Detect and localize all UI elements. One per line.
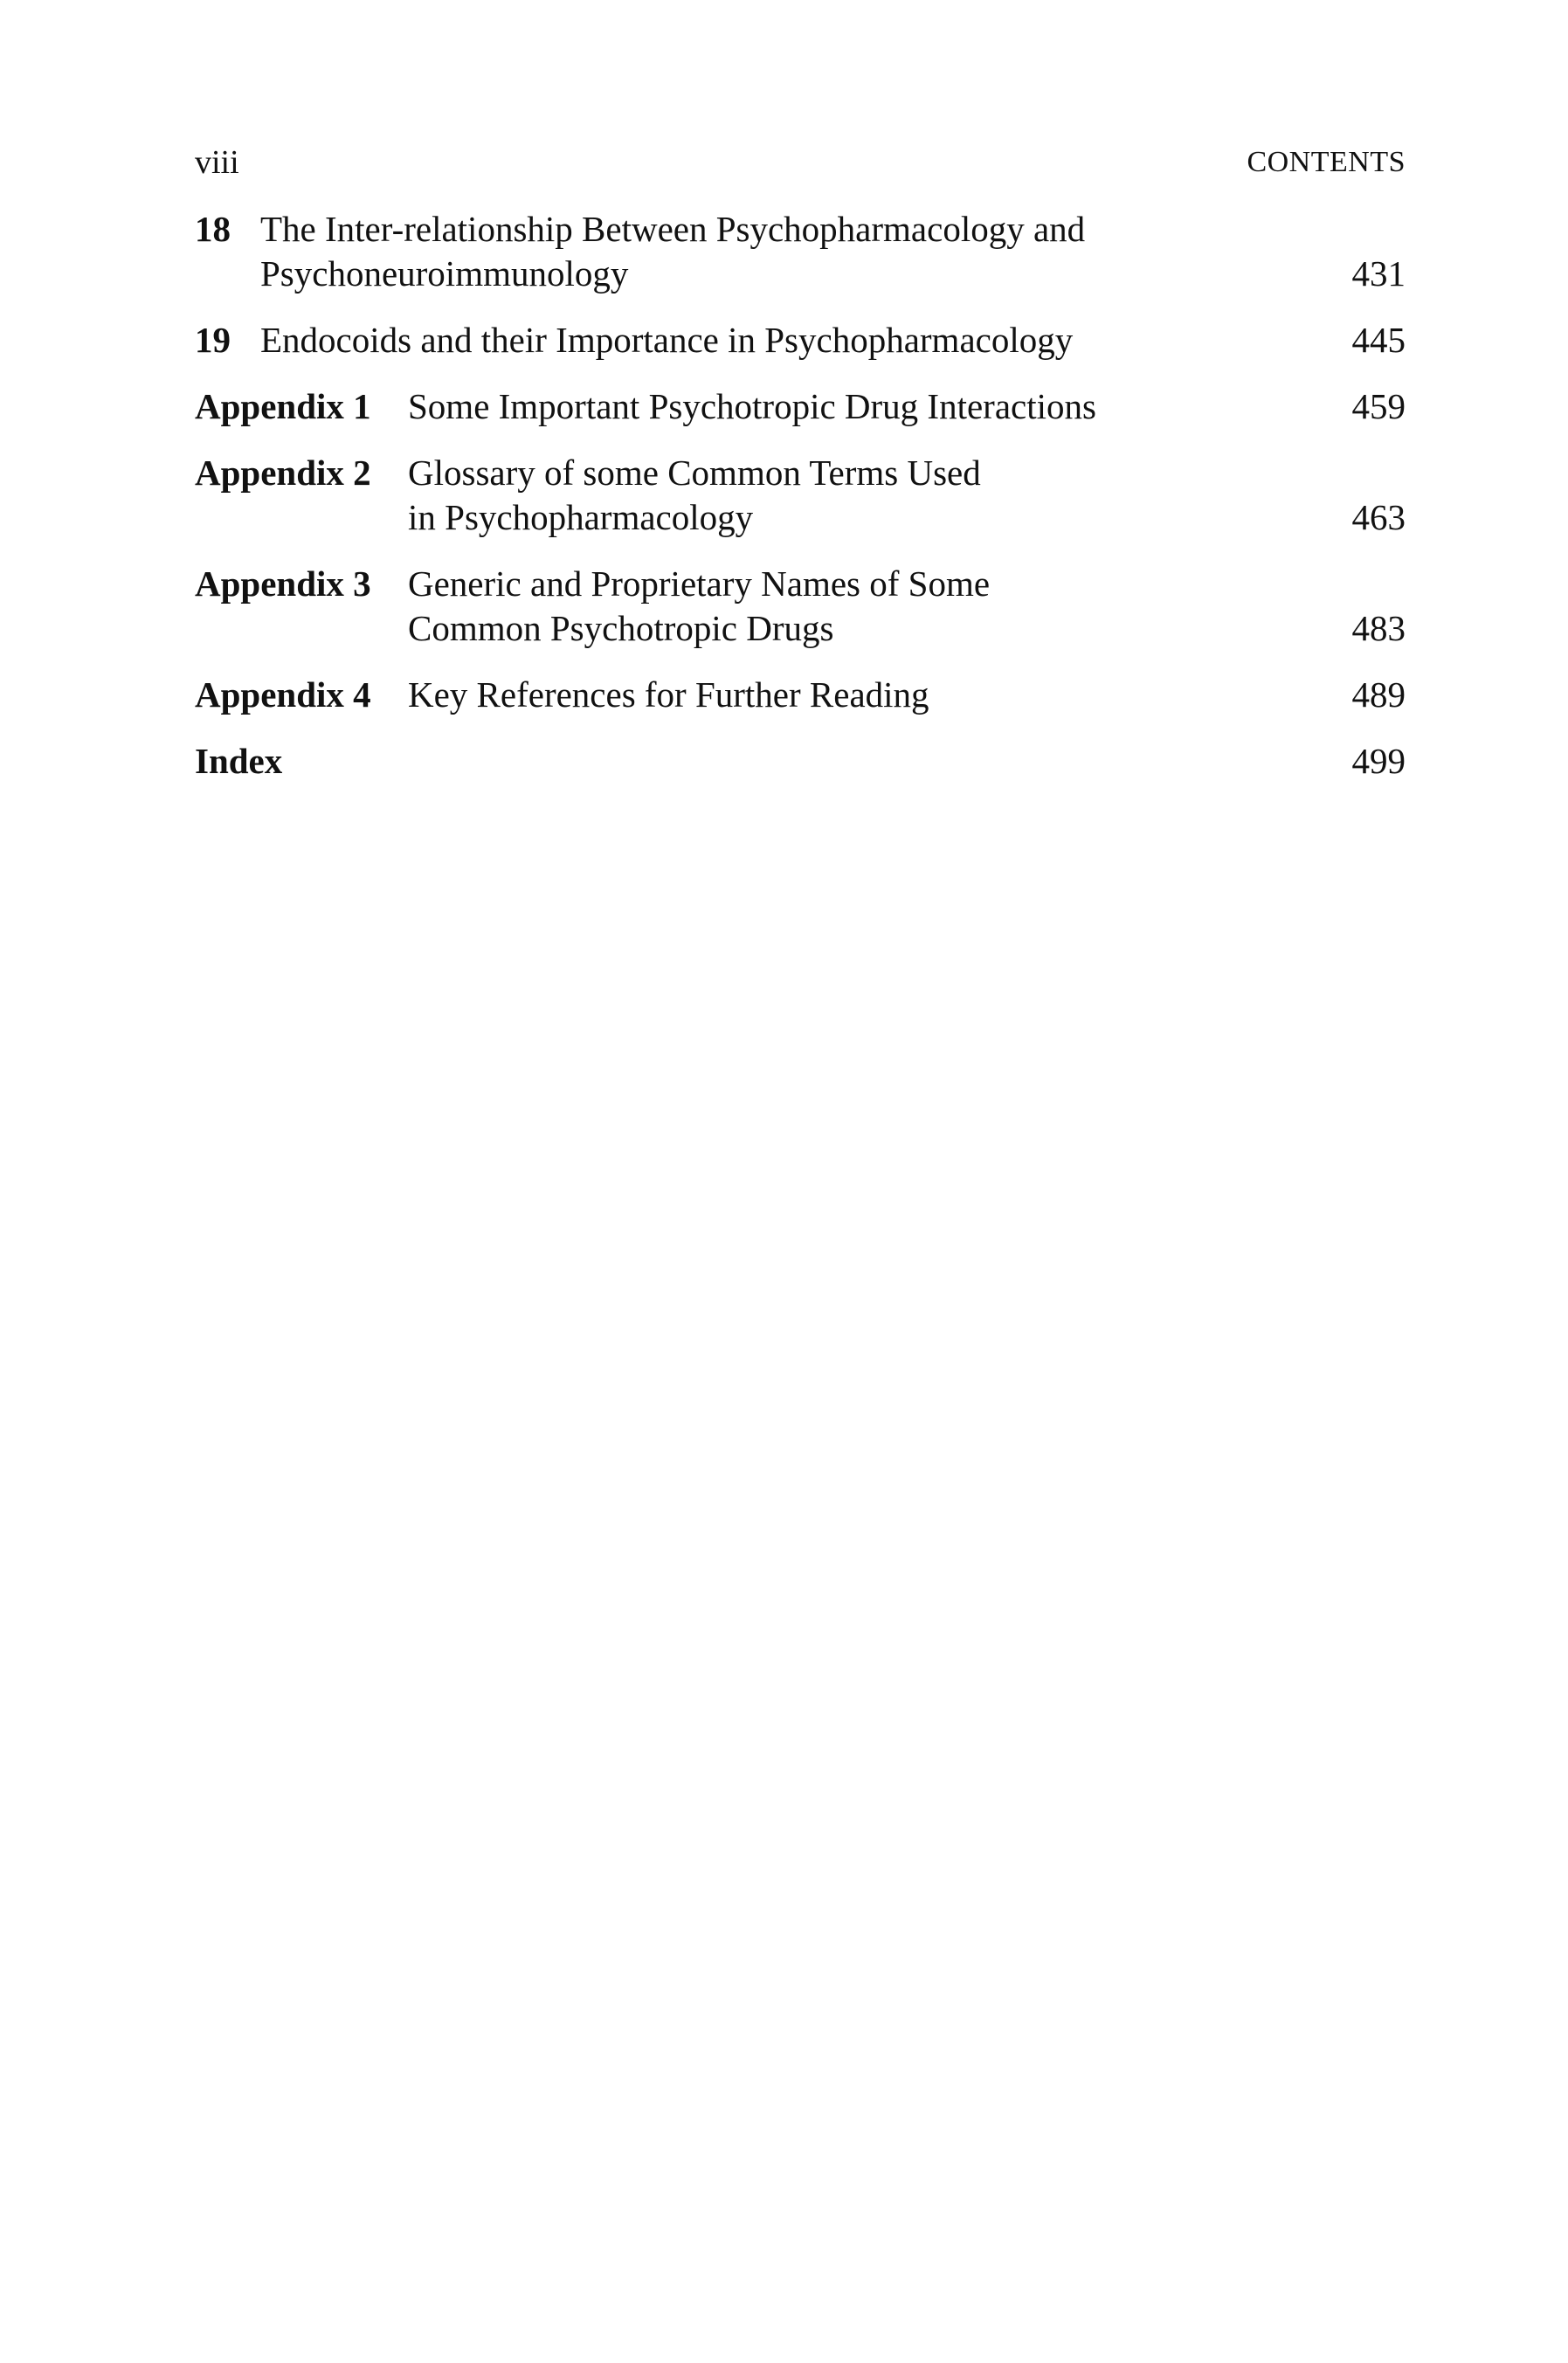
chapter-title	[195, 207, 1406, 296]
chapter-number: 18	[195, 209, 231, 249]
page-number: 499	[1351, 741, 1406, 781]
appendix-title-line: Generic and Proprietary Names of Some	[408, 563, 991, 604]
page-number: 489	[1351, 674, 1406, 715]
appendix-title	[195, 451, 1406, 540]
chapter-title-line: The Inter-relationship Between Psychopharmacology and	[260, 209, 1086, 249]
appendix-label: Appendix 4	[195, 674, 371, 715]
running-head	[195, 140, 1406, 185]
chapter-title-line: Psychoneuroimmunology	[260, 253, 629, 294]
appendix-title-line: Glossary of some Common Terms Used	[408, 453, 981, 493]
toc-entry-appendix-3[interactable]	[195, 562, 1406, 651]
chapter-number: 19	[195, 320, 231, 360]
page-number: 431	[1351, 253, 1406, 294]
appendix-title	[195, 562, 1406, 651]
page-number: 459	[1351, 386, 1406, 426]
appendix-title-line: Key References for Further Reading	[408, 674, 929, 715]
toc-entry-chapter-19[interactable]	[195, 318, 1406, 363]
toc-entry-appendix-4[interactable]	[195, 673, 1406, 717]
contents-page	[195, 140, 1406, 805]
appendix-label: Appendix 3	[195, 563, 371, 604]
page-number: 445	[1351, 320, 1406, 360]
chapter-title-line: Endocoids and their Importance in Psychopharmacology	[260, 320, 1074, 360]
toc-entry-index[interactable]	[195, 739, 1406, 784]
appendix-title-line: in Psychopharmacology	[408, 497, 754, 537]
toc-entry-appendix-2[interactable]	[195, 451, 1406, 540]
appendix-label: Appendix 2	[195, 453, 371, 493]
index-label: Index	[195, 741, 283, 781]
table-of-contents	[195, 207, 1406, 784]
page-number: 463	[1351, 497, 1406, 537]
page-folio: viii	[195, 144, 239, 181]
appendix-title-line: Some Important Psychotropic Drug Interactions	[408, 386, 1096, 426]
toc-entry-appendix-1[interactable]	[195, 384, 1406, 429]
appendix-title	[195, 384, 1406, 429]
toc-entry-chapter-18[interactable]	[195, 207, 1406, 296]
page-number: 483	[1351, 608, 1406, 648]
appendix-title	[195, 673, 1406, 717]
chapter-title	[195, 318, 1406, 363]
appendix-label: Appendix 1	[195, 386, 371, 426]
section-heading: CONTENTS	[1247, 146, 1406, 178]
appendix-title-line: Common Psychotropic Drugs	[408, 608, 834, 648]
